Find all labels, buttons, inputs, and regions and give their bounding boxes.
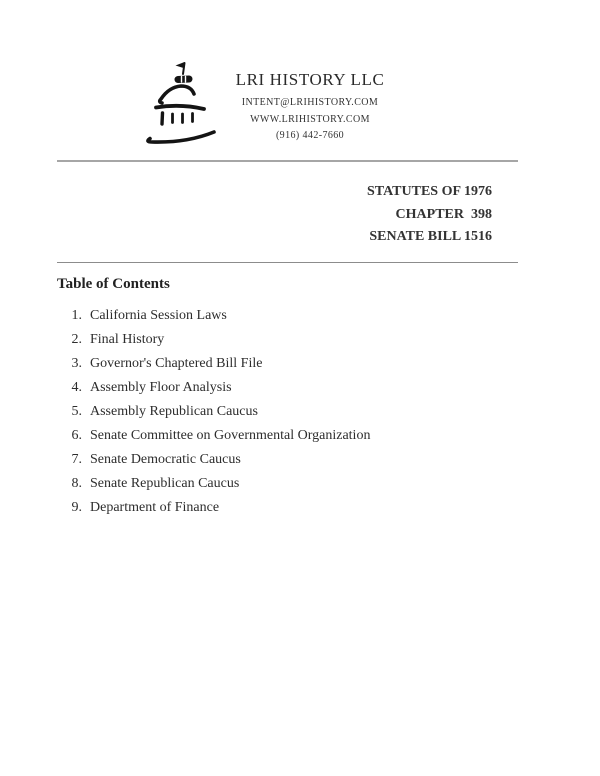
toc-item-label: Senate Committee on Governmental Organization — [90, 427, 371, 443]
toc-item-label: Assembly Republican Caucus — [90, 403, 258, 419]
toc-item-number: 1. — [71, 307, 82, 323]
bill-reference-block — [57, 181, 492, 249]
toc-item-number: 3. — [71, 355, 82, 371]
toc-item — [57, 452, 518, 467]
toc-item-number: 5. — [71, 403, 82, 419]
toc-item-label: Assembly Floor Analysis — [90, 379, 232, 395]
toc-item — [57, 428, 518, 443]
toc-item-label: California Session Laws — [90, 307, 227, 323]
toc-item — [57, 380, 518, 395]
toc-item — [57, 356, 518, 371]
senate-bill-line: SENATE BILL 1516 — [369, 229, 492, 244]
chapter-line: CHAPTER 398 — [395, 206, 492, 222]
toc-item-label: Senate Republican Caucus — [90, 475, 240, 491]
horizontal-rule-top — [57, 160, 518, 162]
company-email: INTENT@LRIHISTORY.COM — [241, 97, 379, 108]
toc-item-label: Department of Finance — [90, 499, 220, 515]
toc-item-number: 4. — [71, 379, 82, 395]
toc-item — [57, 308, 518, 323]
contact-lines — [20, 95, 600, 145]
company-website: WWW.LRIHISTORY.COM — [250, 113, 370, 125]
statutes-line: STATUTES OF 1976 — [367, 184, 492, 199]
company-name: LRI HISTORY LLC — [235, 70, 385, 89]
toc-item — [57, 404, 518, 419]
letterhead — [0, 0, 600, 145]
toc-item-label: Final History — [90, 331, 165, 347]
toc-item-number: 9. — [71, 499, 82, 515]
toc-item-number: 7. — [71, 451, 82, 467]
table-of-contents — [57, 276, 518, 515]
toc-list — [57, 308, 518, 515]
toc-item-label: Governor's Chaptered Bill File — [90, 355, 263, 371]
toc-item-number: 6. — [71, 427, 82, 443]
company-contact-block — [20, 70, 600, 145]
toc-item — [57, 476, 518, 491]
toc-item — [57, 332, 518, 347]
toc-item — [57, 500, 518, 515]
horizontal-rule-bottom — [57, 262, 518, 263]
toc-title: Table of Contents — [57, 275, 170, 292]
company-phone: (916) 442-7660 — [275, 130, 345, 141]
toc-item-label: Senate Democratic Caucus — [90, 451, 241, 467]
toc-item-number: 8. — [71, 475, 82, 491]
toc-item-number: 2. — [71, 331, 82, 347]
